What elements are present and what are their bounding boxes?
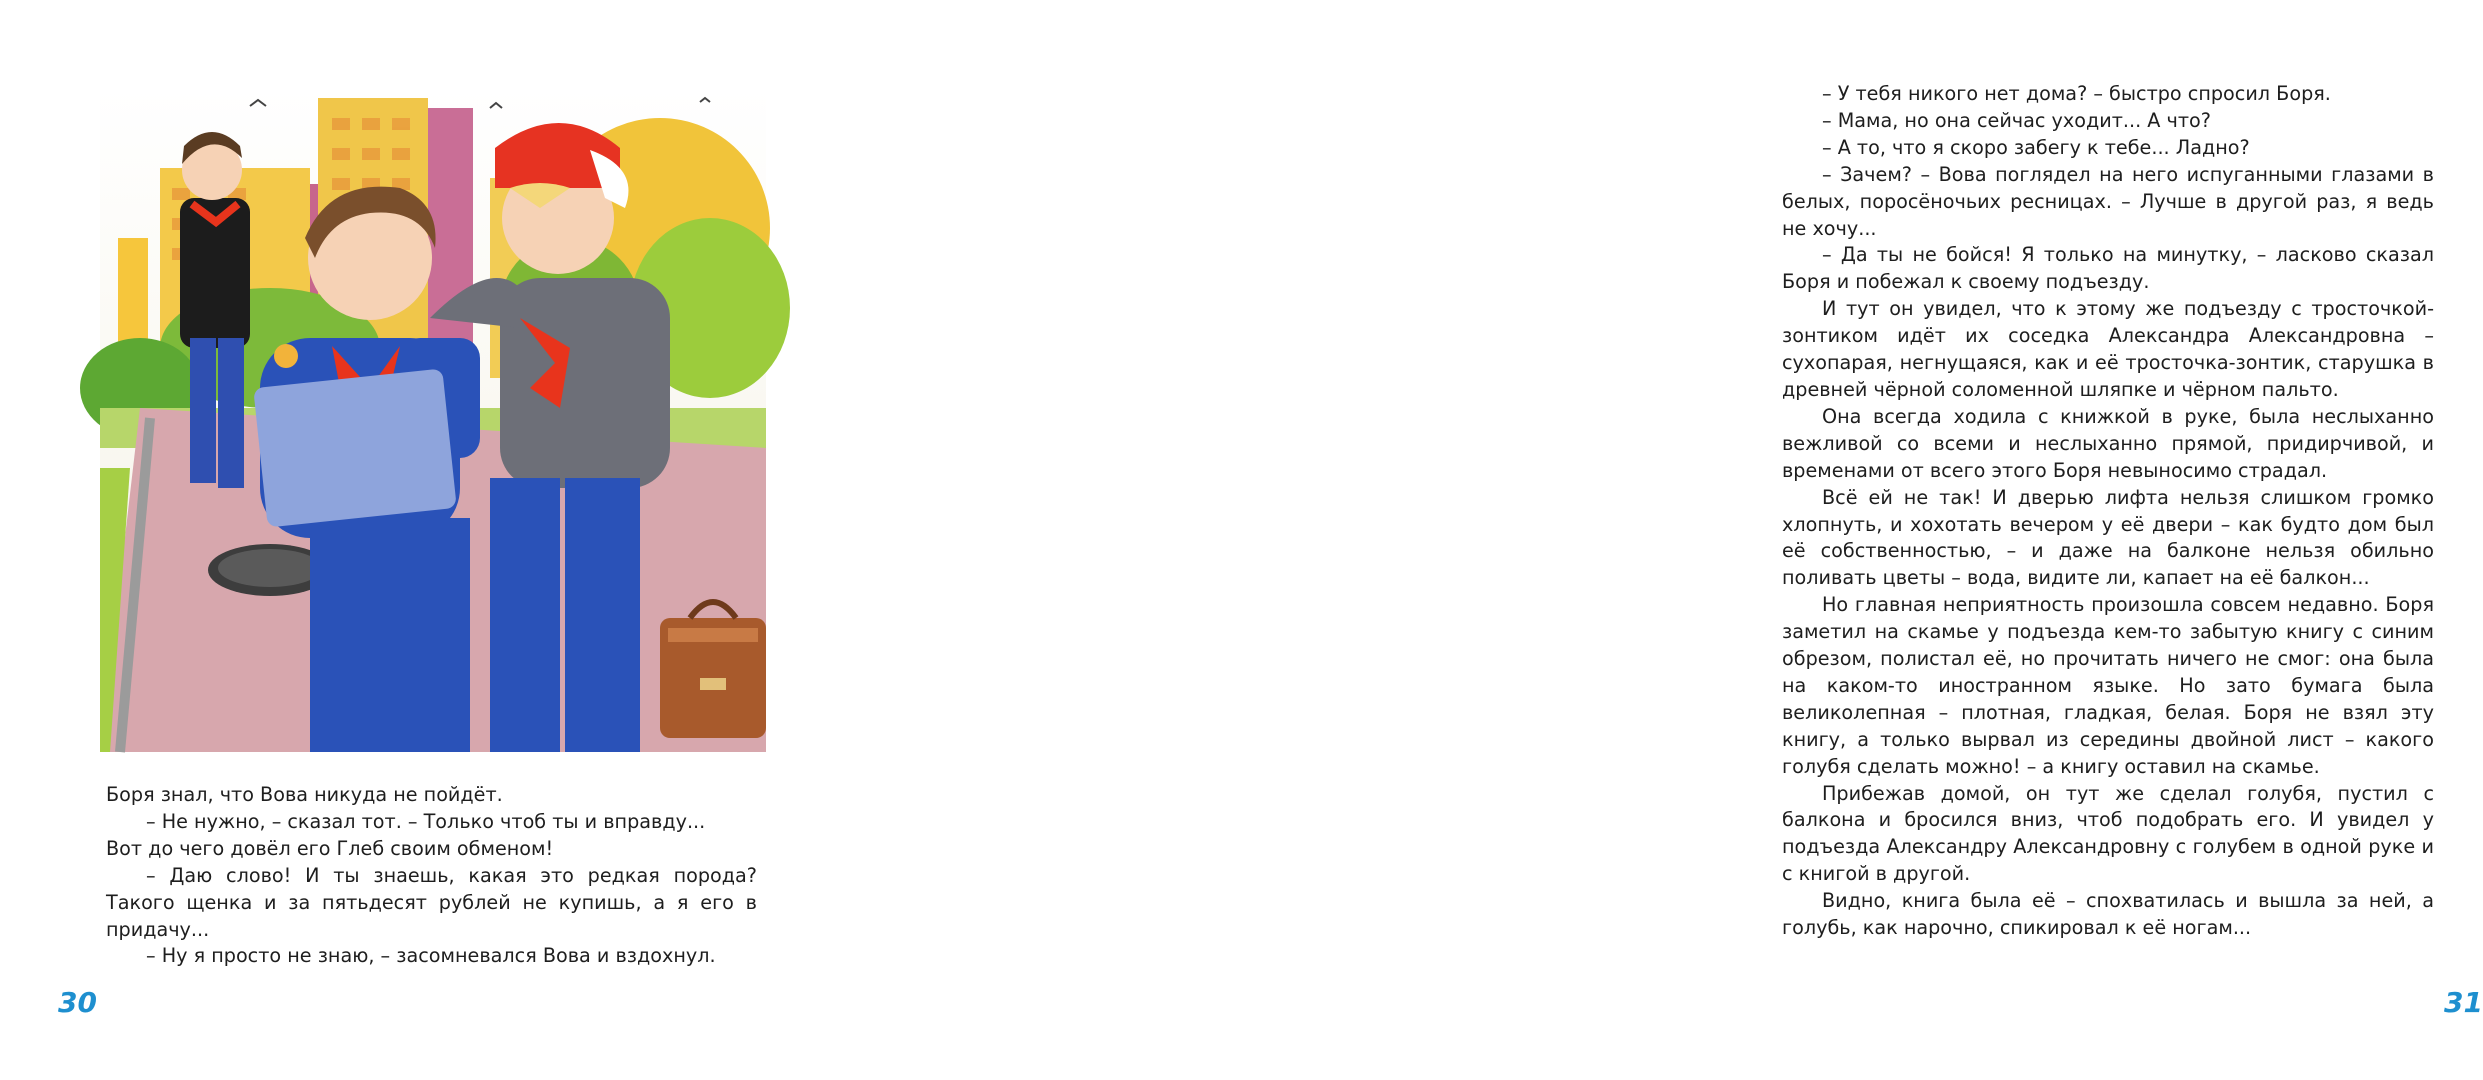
paragraph: Видно, книга была её – спохватилась и вышла за ней, а голубь, как нарочно, спикировал к её ногам... — [1782, 889, 2434, 940]
paragraph: – У тебя никого нет дома? – быстро спросил Боря. — [1822, 82, 2331, 105]
paragraph: Прибежав домой, он тут же сделал голубя, пустил с балкона и бросился вниз, чтоб подобрать его. И увидел у подъезда Александру Александровну с голубем в одной руке и с книгой в другой. — [1782, 781, 2434, 886]
right-page-text — [1782, 81, 2434, 942]
briefcase — [660, 602, 766, 738]
paragraph: – Не нужно, – сказал тот. – Только чтоб ты и вправду... — [146, 809, 706, 833]
left-page-text — [106, 782, 757, 970]
page-number-left: 30 — [58, 986, 97, 1019]
paragraph: И тут он увидел, что к этому же подъезду с тросточкой-зонтиком идёт их соседка Александра Александровна – сухопарая, негнущаяся, как и её тросточка-зонтик, старушка в древней чёрной соломенной шляпке и чёрном пальто. — [1782, 297, 2434, 401]
right-page — [844, 0, 2483, 1080]
paragraph: – Зачем? – Вова поглядел на него испуганными глазами в белых, поросёночьих ресницах. – Лучше в другой раз, я ведь не хочу... — [1782, 162, 2434, 240]
paragraph: Боря знал, что Вова никуда не пойдёт. — [106, 783, 503, 806]
paragraph: – Мама, но она сейчас уходит... А что? — [1822, 108, 2211, 132]
paragraph: – А то, что я скоро забегу к тебе... Ладно? — [1822, 135, 2250, 159]
page-number-right: 31 — [2444, 986, 2483, 1019]
paragraph: Она всегда ходила с книжкой в руке, была неслыханно вежливой со всеми и неслыханно прямой, придирчивой, и временами от всего этого Боря невыносимо страдал. — [1782, 404, 2434, 482]
paragraph: – Даю слово! И ты знаешь, какая это редкая порода? Такого щенка и за пятьдесят рублей не купишь, а я его в придачу... — [106, 863, 757, 941]
paragraph: – Ну я просто не знаю, – засомневался Вова и вздохнул. — [146, 944, 716, 968]
paragraph: – Да ты не бойся! Я только на минутку, – ласково сказал Боря и побежал к своему подъезду. — [1782, 243, 2434, 294]
paragraph: Но главная неприятность произошла совсем недавно. Боря заметил на скамье у подъезда кем-то забытую книгу с синим обрезом, полистал её, но прочитать ничего не смог: она была на каком-то иностранном языке. Но зато бумага была великолепная – плотная, гладкая, белая. Боря не взял эту книгу, а только вырвал из середины двойной лист – какого голубя сделать можно! – а книгу оставил на скамье. — [1782, 593, 2434, 778]
book-illustration — [100, 88, 766, 752]
left-page — [0, 0, 844, 1080]
paragraph: Всё ей не так! И дверью лифта нельзя слишком громко хлопнуть, и хохотать вечером у её двери – как будто дом был её собственностью, – и даже на балконе нельзя обильно поливать цветы – вода, видите ли, капает на её балкон... — [1782, 485, 2434, 590]
paragraph: Вот до чего довёл его Глеб своим обменом! — [106, 836, 554, 860]
